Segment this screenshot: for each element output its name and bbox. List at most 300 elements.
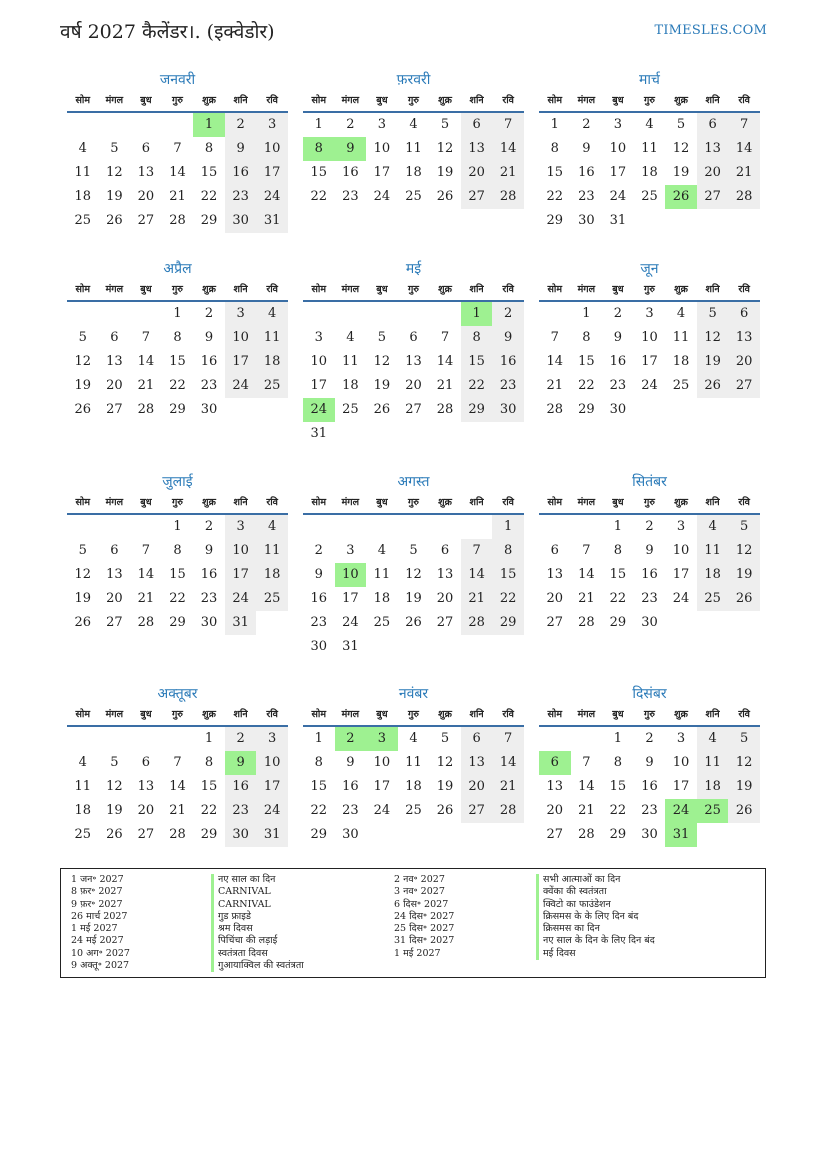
weekday-label: शनि xyxy=(469,284,484,295)
empty-cell xyxy=(303,302,335,326)
day-cell: 7 xyxy=(582,755,591,770)
weekday-label: शुक्र xyxy=(674,709,688,720)
month-calendar xyxy=(539,684,760,847)
day-cell: 24 xyxy=(373,189,391,204)
empty-cell xyxy=(429,302,461,326)
holiday-date: 1 मई 2027 xyxy=(71,923,118,935)
day-grid xyxy=(67,113,288,233)
day-cell: 8 xyxy=(204,141,214,156)
holiday-date: 2 नव॰ 2027 xyxy=(394,874,445,885)
day-cell: 8 xyxy=(550,141,559,156)
day-cell: 18 xyxy=(405,165,422,180)
day-cell: 30 xyxy=(225,209,257,233)
day-cell: 16 xyxy=(225,161,257,185)
empty-cell xyxy=(162,727,194,751)
holiday-legend xyxy=(60,868,766,978)
day-cell: 7 xyxy=(440,330,450,345)
day-cell: 3 xyxy=(256,113,288,137)
day-cell: 14 xyxy=(578,779,595,794)
weekday-label: शनि xyxy=(469,709,484,720)
day-cell: 31 xyxy=(256,209,288,233)
day-cell: 17 xyxy=(225,563,257,587)
empty-cell xyxy=(130,515,162,539)
month-name: जून xyxy=(640,261,659,277)
day-cell: 16 xyxy=(609,354,627,369)
holiday-date: 25 दिस॰ 2027 xyxy=(394,923,455,935)
empty-cell xyxy=(571,727,603,751)
day-cell: 16 xyxy=(342,779,359,794)
day-cell: 1 xyxy=(492,515,524,539)
day-cell: 11 xyxy=(74,779,92,794)
holiday-day-cell: 31 xyxy=(665,823,697,847)
page-title: वर्ष 2027 कैलेंडर।. (इक्वेडोर) xyxy=(60,21,275,43)
day-cell: 18 xyxy=(74,189,92,204)
day-cell: 28 xyxy=(169,213,186,228)
day-cell: 4 xyxy=(409,731,418,746)
day-cell: 6 xyxy=(550,543,559,558)
day-cell: 11 xyxy=(74,165,92,180)
day-cell: 11 xyxy=(342,354,359,369)
day-cell: 14 xyxy=(169,779,186,794)
day-cell: 8 xyxy=(314,755,323,770)
empty-cell xyxy=(130,302,162,326)
day-cell: 26 xyxy=(106,213,123,228)
weekday-label: शुक्र xyxy=(438,284,452,295)
day-cell: 14 xyxy=(546,354,564,369)
day-cell: 2 xyxy=(225,113,257,137)
day-cell: 12 xyxy=(728,539,760,563)
day-cell: 17 xyxy=(641,354,658,369)
day-cell: 16 xyxy=(200,567,218,582)
day-cell: 8 xyxy=(613,755,623,770)
day-cell: 3 xyxy=(346,543,355,558)
weekday-header xyxy=(303,492,524,515)
holiday-name: नए साल का दिन xyxy=(211,874,391,886)
day-cell: 27 xyxy=(436,615,454,630)
day-cell: 15 xyxy=(609,567,627,582)
day-cell: 15 xyxy=(492,563,524,587)
weekday-header xyxy=(303,704,524,727)
holiday-date: 1 जन॰ 2027 xyxy=(71,874,124,885)
weekday-label: सोम xyxy=(547,95,563,106)
day-cell: 9 xyxy=(582,141,591,156)
day-cell: 10 xyxy=(225,326,257,350)
day-cell: 12 xyxy=(106,779,123,794)
day-cell: 11 xyxy=(256,539,288,563)
day-cell: 28 xyxy=(728,185,760,209)
day-cell: 21 xyxy=(137,378,155,393)
day-cell: 22 xyxy=(609,803,627,818)
day-cell: 6 xyxy=(141,141,151,156)
weekday-label: मंगल xyxy=(105,95,124,106)
day-cell: 7 xyxy=(728,113,760,137)
day-cell: 31 xyxy=(342,639,359,654)
day-cell: 12 xyxy=(106,165,123,180)
weekday-label: शनि xyxy=(233,95,248,106)
day-cell: 12 xyxy=(373,354,391,369)
weekday-label: रवि xyxy=(266,709,278,720)
day-cell: 29 xyxy=(310,827,328,842)
weekday-label: सोम xyxy=(547,284,563,295)
month-calendar xyxy=(67,259,288,422)
day-cell: 24 xyxy=(672,591,690,606)
empty-cell xyxy=(571,515,603,539)
day-cell: 4 xyxy=(78,141,87,156)
holiday-day-cell: 6 xyxy=(539,751,571,775)
day-cell: 26 xyxy=(74,615,92,630)
day-cell: 14 xyxy=(137,567,155,582)
weekday-label: सोम xyxy=(547,709,563,720)
day-cell: 9 xyxy=(346,755,355,770)
day-grid xyxy=(303,113,524,209)
day-cell: 10 xyxy=(672,543,690,558)
month-calendar xyxy=(303,70,524,209)
day-cell: 4 xyxy=(256,302,288,326)
month-calendar xyxy=(539,472,760,635)
weekday-label: शनि xyxy=(233,709,248,720)
weekday-label: रवि xyxy=(266,95,278,106)
holiday-day-cell: 9 xyxy=(335,137,367,161)
day-cell: 1 xyxy=(173,519,182,534)
day-cell: 19 xyxy=(672,165,690,180)
day-cell: 9 xyxy=(645,755,654,770)
month-name: अगस्त xyxy=(397,474,430,490)
day-cell: 23 xyxy=(492,374,524,398)
weekday-label: बुध xyxy=(612,709,624,720)
day-cell: 3 xyxy=(377,117,387,132)
day-cell: 21 xyxy=(169,803,186,818)
day-cell: 21 xyxy=(546,378,564,393)
day-cell: 5 xyxy=(78,543,87,558)
day-cell: 4 xyxy=(697,515,729,539)
day-cell: 15 xyxy=(609,779,627,794)
weekday-label: रवि xyxy=(738,95,750,106)
weekday-label: सोम xyxy=(75,284,91,295)
day-cell: 18 xyxy=(256,350,288,374)
weekday-label: शनि xyxy=(705,284,720,295)
day-cell: 4 xyxy=(346,330,355,345)
day-grid xyxy=(67,515,288,635)
day-cell: 10 xyxy=(225,539,257,563)
month-calendar xyxy=(67,684,288,847)
weekday-label: बुध xyxy=(612,284,624,295)
weekday-label: मंगल xyxy=(105,709,124,720)
day-cell: 4 xyxy=(409,117,418,132)
day-cell: 22 xyxy=(310,189,328,204)
day-cell: 23 xyxy=(342,189,359,204)
day-cell: 17 xyxy=(672,779,690,794)
month-name: मार्च xyxy=(639,72,660,88)
day-grid xyxy=(67,302,288,422)
day-cell: 15 xyxy=(310,779,328,794)
weekday-label: गुरु xyxy=(643,709,655,720)
day-cell: 8 xyxy=(173,543,182,558)
day-cell: 9 xyxy=(613,330,623,345)
day-cell: 4 xyxy=(676,306,686,321)
month-name: फ़रवरी xyxy=(396,72,431,88)
day-cell: 18 xyxy=(342,378,359,393)
holiday-date: 9 अक्तू॰ 2027 xyxy=(71,960,130,972)
empty-cell xyxy=(366,515,398,539)
day-grid xyxy=(539,727,760,847)
day-cell: 6 xyxy=(461,727,493,751)
day-cell: 8 xyxy=(492,539,524,563)
day-cell: 28 xyxy=(137,402,155,417)
legend-column xyxy=(394,874,534,960)
weekday-label: रवि xyxy=(266,497,278,508)
holiday-day-cell: 1 xyxy=(193,113,225,137)
day-cell: 16 xyxy=(641,779,658,794)
empty-cell xyxy=(429,515,461,539)
holiday-date: 10 अग॰ 2027 xyxy=(71,947,130,959)
weekday-label: बुध xyxy=(140,497,152,508)
day-cell: 9 xyxy=(225,137,257,161)
day-cell: 20 xyxy=(106,378,123,393)
day-cell: 21 xyxy=(492,775,524,799)
day-cell: 14 xyxy=(728,137,760,161)
day-cell: 22 xyxy=(492,587,524,611)
holiday-day-cell: 24 xyxy=(665,799,697,823)
weekday-label: सोम xyxy=(547,497,563,508)
weekday-label: बुध xyxy=(376,284,388,295)
day-cell: 21 xyxy=(461,587,493,611)
day-cell: 20 xyxy=(137,803,155,818)
day-cell: 14 xyxy=(578,567,595,582)
day-cell: 3 xyxy=(676,519,686,534)
day-cell: 19 xyxy=(106,803,123,818)
weekday-label: शनि xyxy=(705,497,720,508)
day-cell: 28 xyxy=(578,615,595,630)
day-cell: 6 xyxy=(141,755,151,770)
day-cell: 12 xyxy=(74,354,92,369)
day-cell: 7 xyxy=(141,543,151,558)
day-cell: 19 xyxy=(74,378,92,393)
empty-cell xyxy=(67,113,99,137)
day-cell: 26 xyxy=(436,189,454,204)
day-cell: 16 xyxy=(342,165,359,180)
weekday-label: गुरु xyxy=(407,284,419,295)
day-cell: 4 xyxy=(645,117,654,132)
day-grid xyxy=(303,727,524,847)
day-cell: 18 xyxy=(256,563,288,587)
day-cell: 17 xyxy=(256,775,288,799)
weekday-label: शुक्र xyxy=(202,497,216,508)
day-cell: 17 xyxy=(342,591,359,606)
day-cell: 6 xyxy=(728,302,760,326)
day-cell: 23 xyxy=(310,615,328,630)
weekday-label: मंगल xyxy=(105,497,124,508)
day-cell: 31 xyxy=(310,426,328,441)
holiday-day-cell: 2 xyxy=(335,727,367,751)
month-calendar xyxy=(67,70,288,233)
weekday-label: रवि xyxy=(738,284,750,295)
holiday-name: क्वेंका की स्वतंत्रता xyxy=(536,886,756,898)
empty-cell xyxy=(99,302,131,326)
weekday-label: मंगल xyxy=(341,284,360,295)
day-cell: 13 xyxy=(436,567,454,582)
day-cell: 3 xyxy=(645,306,654,321)
holiday-name: नए साल के दिन के लिए दिन बंद xyxy=(536,935,756,947)
day-cell: 9 xyxy=(492,326,524,350)
day-cell: 27 xyxy=(405,402,422,417)
day-cell: 20 xyxy=(106,591,123,606)
day-cell: 11 xyxy=(405,141,422,156)
weekday-label: बुध xyxy=(376,709,388,720)
empty-cell xyxy=(67,727,99,751)
day-cell: 14 xyxy=(461,563,493,587)
day-cell: 21 xyxy=(492,161,524,185)
day-cell: 11 xyxy=(697,539,729,563)
day-cell: 23 xyxy=(200,378,218,393)
day-cell: 1 xyxy=(613,731,623,746)
day-cell: 17 xyxy=(373,165,391,180)
legend-column xyxy=(211,874,391,972)
day-cell: 20 xyxy=(461,161,493,185)
day-cell: 10 xyxy=(310,354,328,369)
holiday-name: गुड फ्राइडे xyxy=(211,911,391,923)
weekday-label: रवि xyxy=(502,497,514,508)
weekday-label: मंगल xyxy=(577,709,596,720)
day-cell: 16 xyxy=(492,350,524,374)
day-cell: 27 xyxy=(106,402,123,417)
empty-cell xyxy=(130,113,162,137)
day-cell: 31 xyxy=(256,823,288,847)
day-cell: 4 xyxy=(697,727,729,751)
day-cell: 13 xyxy=(728,326,760,350)
day-cell: 20 xyxy=(137,189,155,204)
weekday-label: सोम xyxy=(75,497,91,508)
day-cell: 23 xyxy=(641,591,658,606)
day-cell: 2 xyxy=(225,727,257,751)
holiday-date: 24 दिस॰ 2027 xyxy=(394,910,455,922)
weekday-header xyxy=(539,492,760,515)
holiday-day-cell: 8 xyxy=(303,137,335,161)
day-cell: 3 xyxy=(314,330,323,345)
day-cell: 13 xyxy=(137,779,155,794)
weekday-label: शुक्र xyxy=(438,95,452,106)
day-cell: 27 xyxy=(728,374,760,398)
day-cell: 7 xyxy=(492,727,524,751)
month-calendar xyxy=(303,684,524,847)
day-cell: 26 xyxy=(728,799,760,823)
day-cell: 18 xyxy=(672,354,690,369)
empty-cell xyxy=(366,302,398,326)
day-cell: 1 xyxy=(582,306,591,321)
day-cell: 8 xyxy=(461,326,493,350)
day-cell: 15 xyxy=(310,165,328,180)
day-cell: 30 xyxy=(200,402,218,417)
day-cell: 22 xyxy=(578,378,595,393)
day-cell: 27 xyxy=(461,185,493,209)
day-cell: 19 xyxy=(106,189,123,204)
day-cell: 13 xyxy=(461,137,493,161)
day-cell: 28 xyxy=(492,799,524,823)
holiday-date: 3 नव॰ 2027 xyxy=(394,886,445,898)
month-calendar xyxy=(303,472,524,659)
day-cell: 30 xyxy=(609,402,627,417)
weekday-label: शनि xyxy=(469,95,484,106)
day-cell: 18 xyxy=(373,591,391,606)
day-cell: 10 xyxy=(256,751,288,775)
day-cell: 13 xyxy=(546,567,564,582)
weekday-label: शुक्र xyxy=(674,95,688,106)
day-cell: 29 xyxy=(200,827,218,842)
day-grid xyxy=(303,302,524,446)
site-link[interactable]: TIMESLES.COM xyxy=(654,23,767,38)
day-cell: 23 xyxy=(609,378,627,393)
day-cell: 7 xyxy=(173,755,182,770)
empty-cell xyxy=(335,302,367,326)
day-grid xyxy=(67,727,288,847)
holiday-date: 8 फ़र॰ 2027 xyxy=(71,886,123,898)
weekday-label: मंगल xyxy=(577,497,596,508)
holiday-date: 26 मार्च 2027 xyxy=(71,910,128,922)
weekday-label: रवि xyxy=(738,497,750,508)
day-cell: 6 xyxy=(110,543,119,558)
day-cell: 26 xyxy=(373,402,391,417)
day-cell: 30 xyxy=(200,615,218,630)
day-cell: 30 xyxy=(641,615,658,630)
month-calendar xyxy=(67,472,288,635)
day-cell: 25 xyxy=(342,402,359,417)
holiday-name: CARNIVAL xyxy=(211,899,391,911)
holiday-day-cell: 9 xyxy=(225,751,257,775)
day-cell: 26 xyxy=(106,827,123,842)
day-cell: 27 xyxy=(546,827,564,842)
day-cell: 25 xyxy=(256,587,288,611)
day-cell: 4 xyxy=(78,755,87,770)
weekday-label: शुक्र xyxy=(674,284,688,295)
day-cell: 30 xyxy=(225,823,257,847)
day-cell: 18 xyxy=(697,775,729,799)
day-cell: 3 xyxy=(676,731,686,746)
day-cell: 24 xyxy=(342,615,359,630)
empty-cell xyxy=(99,727,131,751)
day-cell: 5 xyxy=(676,117,686,132)
holiday-day-cell: 26 xyxy=(665,185,697,209)
day-cell: 9 xyxy=(314,567,323,582)
day-cell: 29 xyxy=(609,615,627,630)
day-cell: 28 xyxy=(169,827,186,842)
day-cell: 5 xyxy=(440,117,450,132)
weekday-label: बुध xyxy=(376,95,388,106)
weekday-label: शुक्र xyxy=(202,709,216,720)
day-cell: 13 xyxy=(137,165,155,180)
holiday-name: क्विटो का फाउंडेशन xyxy=(536,899,756,911)
holiday-name: क्रिसमस के के लिए दिन बंद xyxy=(536,911,756,923)
day-cell: 26 xyxy=(728,587,760,611)
day-cell: 21 xyxy=(578,591,595,606)
day-cell: 29 xyxy=(461,398,493,422)
day-cell: 5 xyxy=(78,330,87,345)
weekday-label: गुरु xyxy=(407,709,419,720)
day-cell: 16 xyxy=(641,567,658,582)
day-cell: 3 xyxy=(613,117,623,132)
day-cell: 14 xyxy=(169,165,186,180)
day-cell: 29 xyxy=(609,827,627,842)
day-cell: 2 xyxy=(204,306,214,321)
weekday-label: सोम xyxy=(75,95,91,106)
day-cell: 14 xyxy=(137,354,155,369)
empty-cell xyxy=(67,515,99,539)
day-cell: 12 xyxy=(697,326,729,350)
day-cell: 31 xyxy=(609,213,627,228)
day-cell: 21 xyxy=(169,189,186,204)
day-cell: 27 xyxy=(137,213,155,228)
day-cell: 12 xyxy=(728,751,760,775)
day-cell: 13 xyxy=(106,567,123,582)
day-cell: 21 xyxy=(137,591,155,606)
